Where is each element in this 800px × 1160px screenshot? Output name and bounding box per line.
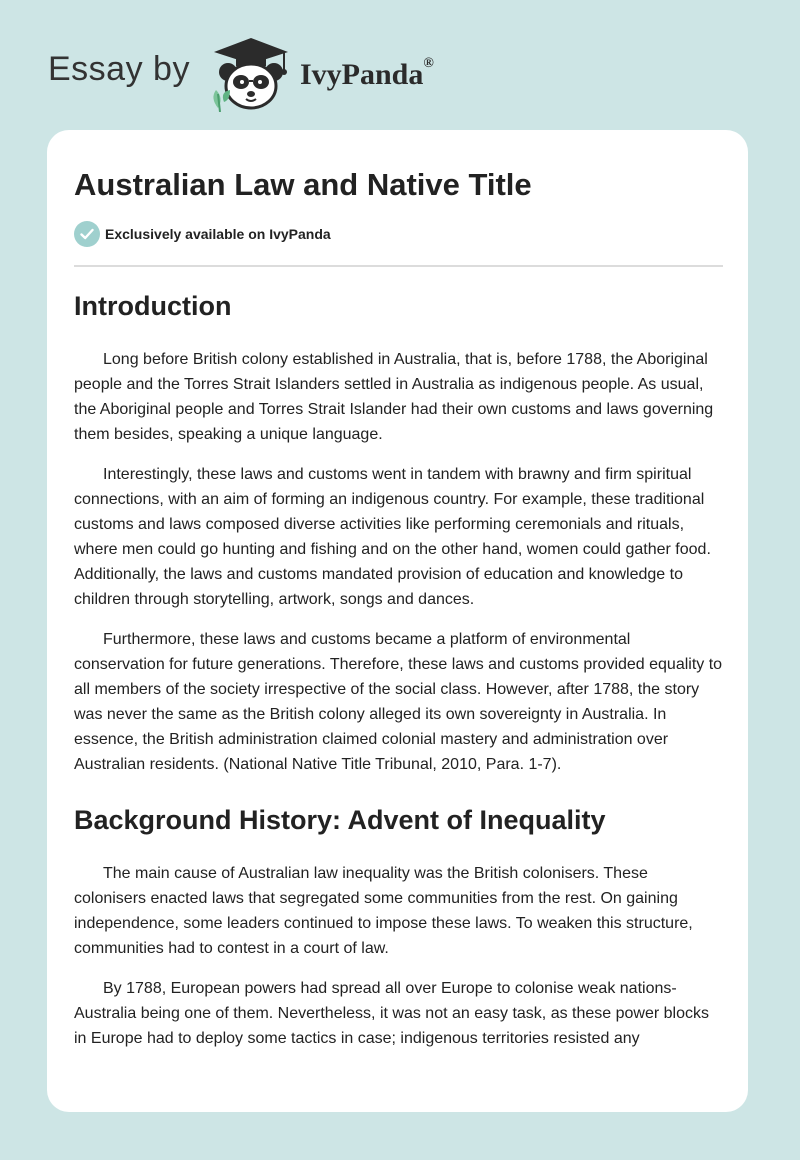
site-header [48,32,434,112]
exclusive-badge-text: Exclusively available on IvyPanda [105,226,331,242]
page-title: Australian Law and Native Title [74,167,532,202]
essay-content [74,130,723,1051]
panda-graduate-logo-icon[interactable] [206,32,296,112]
section-heading-introduction: Introduction [74,291,232,321]
essay-card [47,130,748,1112]
paragraph: Interestingly, these laws and customs went in tandem with brawny and firm spiritual connections, with an aim of forming an indigenous country. For example, these traditional customs and laws composed diverse activities like performing ceremonials and rituals, where men could go hunting and fishing and on the other hand, women could gather food. Additionally, the laws and customs mandated provision of education and knowledge to children through storytelling, artwork, songs and dances. [74,466,711,608]
registered-mark: ® [423,56,434,71]
paragraph: By 1788, European powers had spread all over Europe to colonise weak nations-Australia being one of them. Nevertheless, it was not an easy task, as these power blocks in Europe had to deploy some tactics in case; indigenous territories resisted any [74,980,709,1047]
brand-name[interactable] [300,58,434,92]
paragraph: Furthermore, these laws and customs became a platform of environmental conservation for future generations. Therefore, these laws and customs provided equality to all members of the society irrespective of the social class. However, after 1788, the story was never the same as the British colony alleged its own sovereignty in Australia. In essence, the British administration claimed colonial mastery and administration over Australian residents. (National Native Title Tribunal, 2010, Para. 1-7). [74,631,723,773]
exclusive-badge [74,220,723,248]
section-heading-background-history: Background History: Advent of Inequality [74,805,606,835]
paragraph: The main cause of Australian law inequality was the British colonisers. These colonisers enacted laws that segregated some communities from the rest. On gaining independence, some leaders continued to impose these laws. To weaken this structure, communities had to contest in a court of law. [74,865,693,957]
checkmark-icon [74,221,100,247]
paragraph: Long before British colony established in Australia, that is, before 1788, the Aboriginal people and the Torres Strait Islanders settled in Australia as indigenous people. As usual, the Aboriginal people and Torres Strait Islander had their own customs and laws governing them besides, speaking a unique language. [74,351,714,443]
divider [74,265,723,267]
brand-name-text: IvyPanda [299,58,424,91]
essay-by-label: Essay by [48,49,190,88]
